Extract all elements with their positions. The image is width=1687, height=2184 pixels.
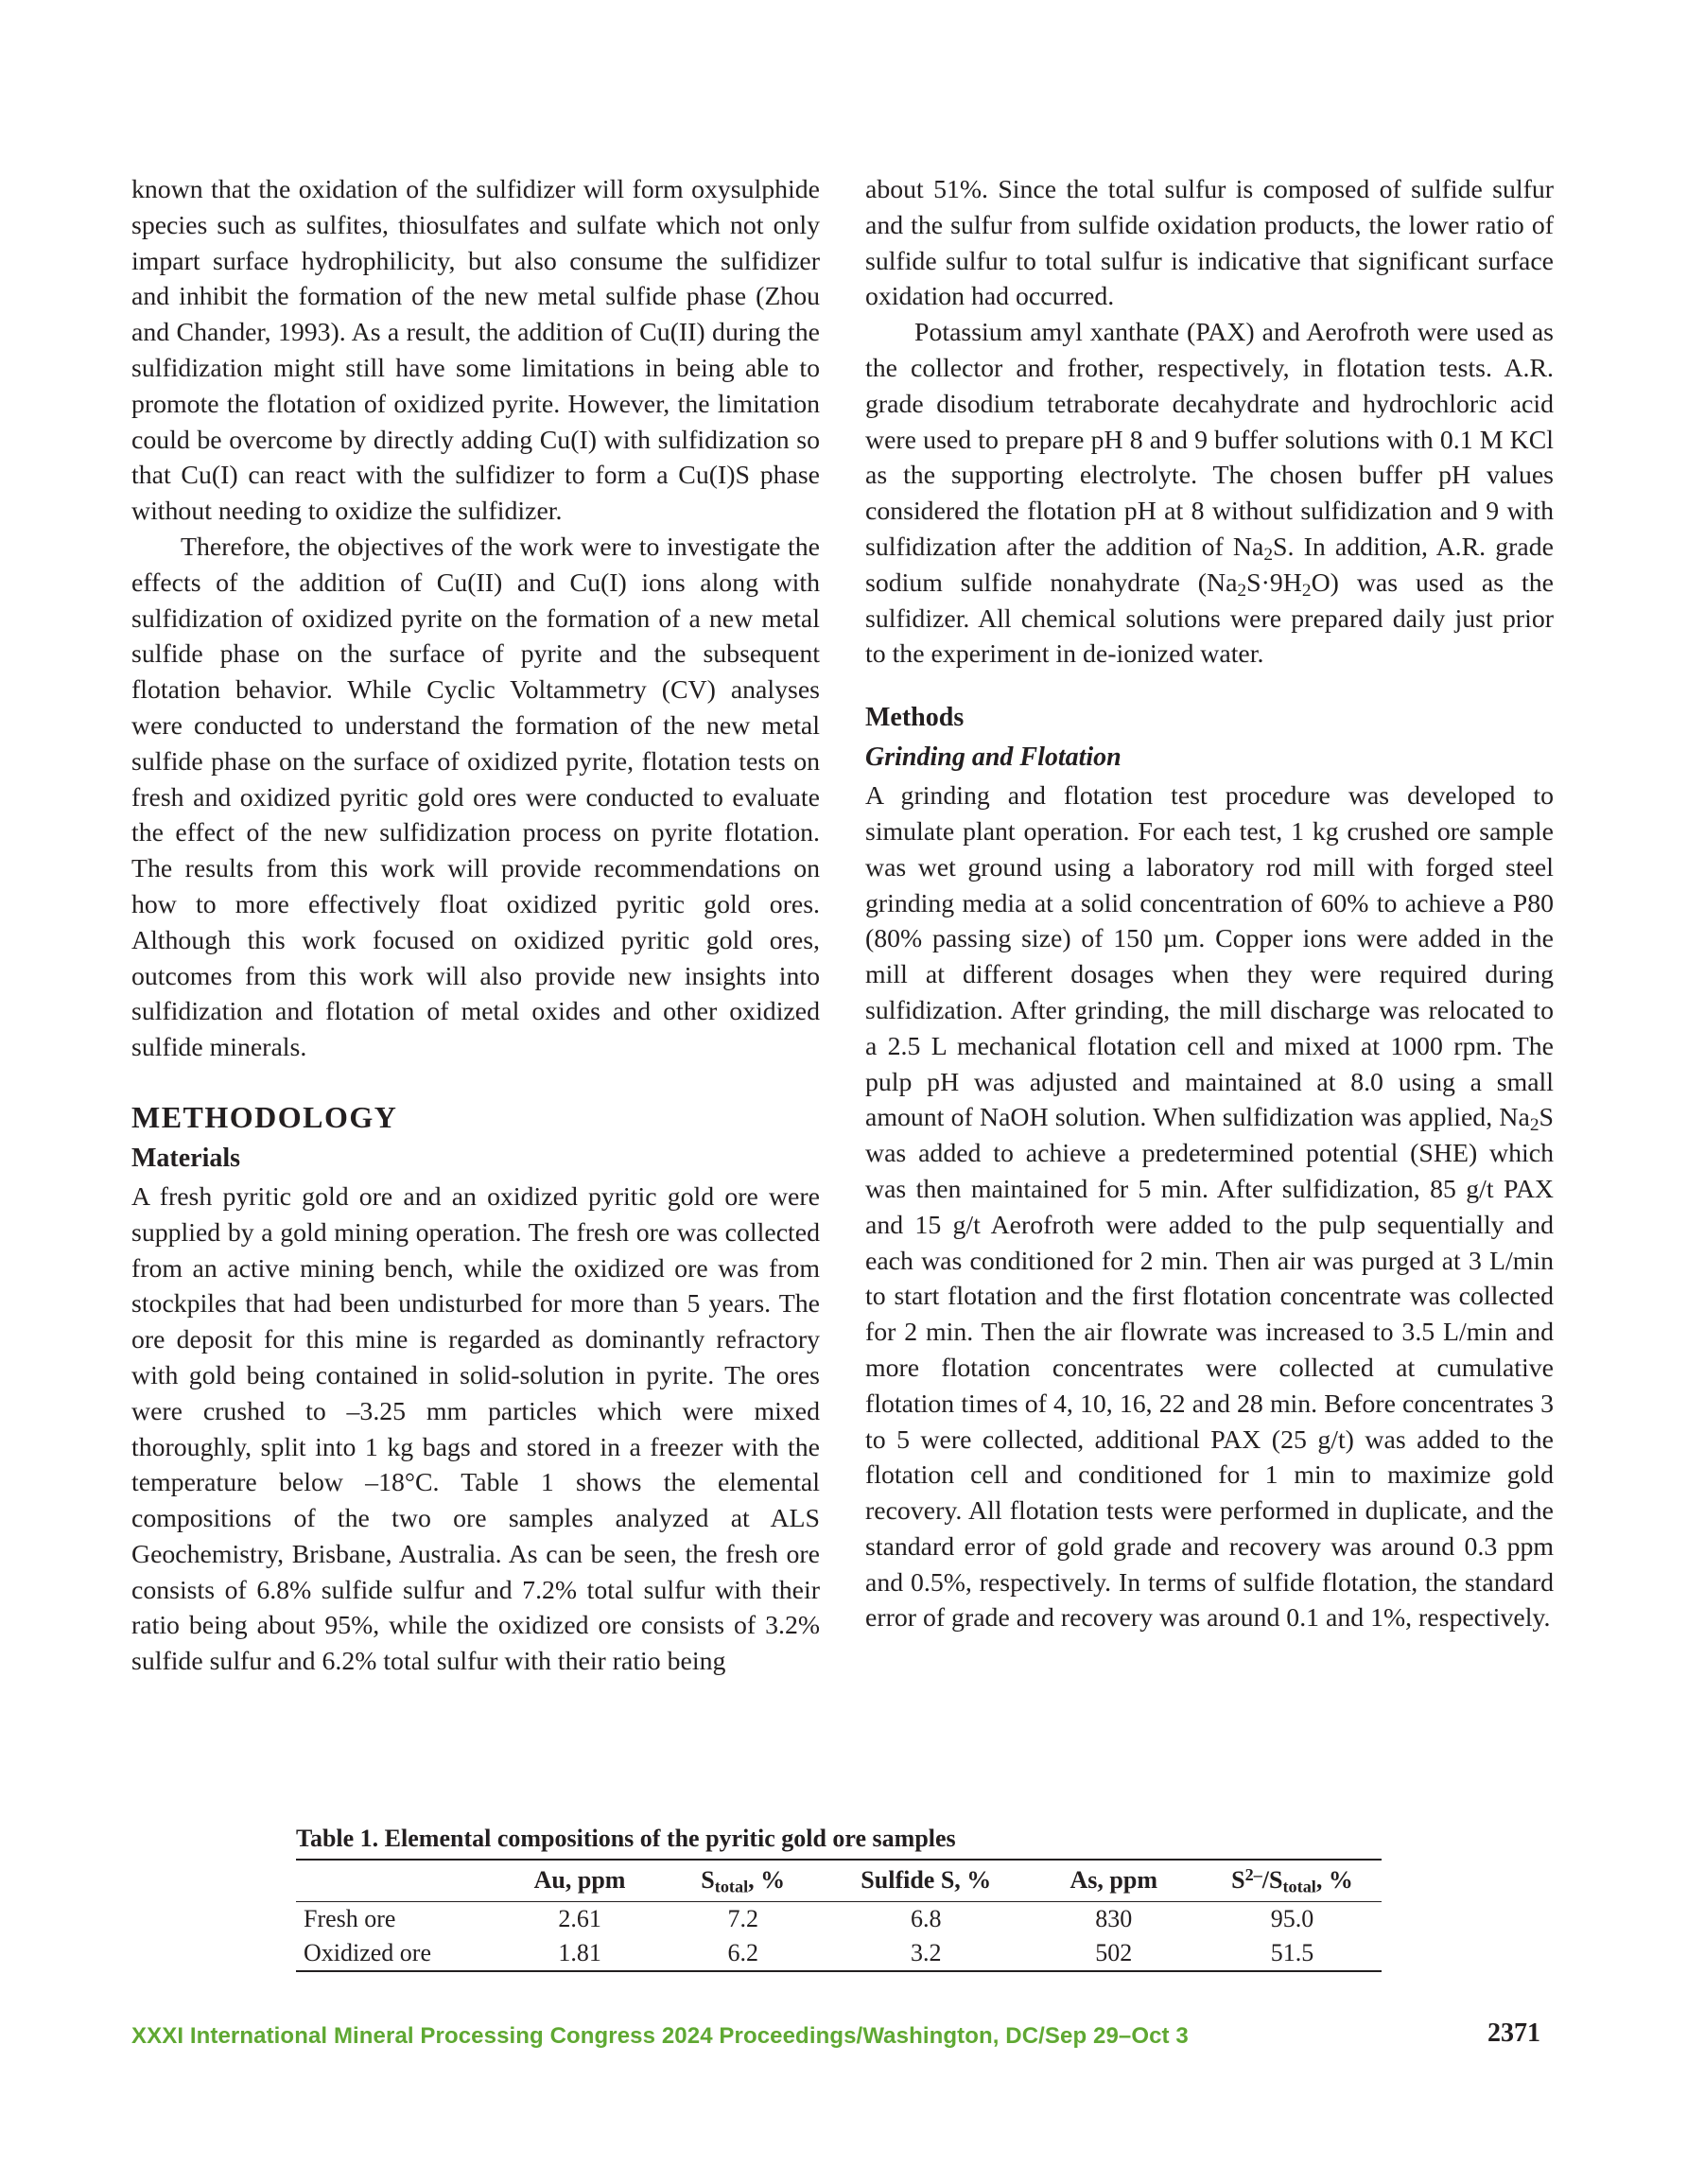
text-run: S·9H xyxy=(1246,568,1302,598)
footer-proceedings: XXXI International Mineral Processing Congress 2024 Proceedings/Washington, DC/Sep 29–Oct 3 xyxy=(131,2023,1189,2049)
text-run: S. In addition, A.R. grade sodium sulfide nonahydrate (Na xyxy=(865,532,1554,598)
subscript: 2 xyxy=(1263,544,1274,565)
table-cell-label: Fresh ore xyxy=(304,1905,396,1932)
table-cell: 2.61 xyxy=(558,1905,601,1932)
subscript: 2 xyxy=(1529,1115,1539,1136)
subscript: 2 xyxy=(1301,580,1312,601)
subsection-heading-methods: Methods xyxy=(865,703,965,733)
table-header-as: As, ppm xyxy=(1025,1860,1203,1902)
superscript: 2– xyxy=(1244,1864,1262,1884)
table-header-stotal xyxy=(658,1860,827,1902)
subsubsection-heading-grinding: Grinding and Flotation xyxy=(865,743,1122,773)
right-column xyxy=(865,172,1554,1636)
header-text: , % xyxy=(748,1866,786,1894)
table-cell: 1.81 xyxy=(501,1936,659,1971)
table-1 xyxy=(296,1823,1382,1972)
table-header-ratio xyxy=(1203,1860,1382,1902)
table-row xyxy=(296,1902,1382,1937)
header-text: /S xyxy=(1261,1866,1283,1894)
subscript: 2 xyxy=(1237,580,1247,601)
table-cell: 830 xyxy=(1095,1905,1133,1932)
table-cell: 3.2 xyxy=(827,1936,1025,1971)
table-cell: 7.2 xyxy=(727,1905,758,1932)
text-run: S was added to achieve a predetermined potential (SHE) which was then maintained for 5 min. After sulfidization, 85 g/t PAX and 15 g/t Aerofroth were added to the pulp sequentially and each was conditioned for 2 min. Then air was purged at 3 L/min to start flotation and the first flotation concentrate was collected for 2 min. Then the air flowrate was increased to 3.5 L/min and more flotation concentrates were collected at cumulative flotation times of 4, 10, 16, 22 and 28 min. Before concentrates 3 to 5 were collected, additional PAX (25 g/t) was added to the flotation cell and conditioned for 1 min to maximize gold recovery. All flotation tests were performed in duplicate, and the standard error of gold grade and recovery was around 0.3 ppm and 0.5%, respectively. In terms of sulfide flotation, the standard error of grade and recovery was around 0.1 and 1%, respectively. xyxy=(865,1103,1554,1634)
table-cell: 51.5 xyxy=(1203,1936,1382,1971)
table-caption: Table 1. Elemental compositions of the pyritic gold ore samples xyxy=(296,1825,956,1852)
body-paragraph: Therefore, the objectives of the work were to investigate the effects of the addition of Cu(II) and Cu(I) ions along with sulfidization of oxidized pyrite on the formation of a new metal sulfide phase on the surface of pyrite and the subsequent flotation behavior. While Cyclic Voltammetry (CV) analyses were conducted to understand the formation of the new metal sulfide phase on the surface of oxidized pyrite, flotation tests on fresh and oxidized pyritic gold ores were conducted to evaluate the effect of the new sulfidization process on pyrite flotation. The results from this work will provide recommendations on how to more effectively float oxidized pyritic gold ores. Although this work focused on oxidized pyritic gold ores, outcomes from this work will also provide new insights into sulfidization and flotation of metal oxides and other oxidized sulfide minerals. xyxy=(131,532,820,1063)
composition-table xyxy=(296,1859,1382,1972)
header-text: S xyxy=(701,1866,715,1894)
table-header-blank xyxy=(296,1860,501,1902)
table-header-row xyxy=(296,1860,1382,1902)
subsection-heading-materials: Materials xyxy=(131,1143,241,1173)
body-paragraph xyxy=(865,778,1554,1636)
subscript: total xyxy=(714,1877,749,1896)
body-paragraph xyxy=(865,315,1554,673)
header-text: , % xyxy=(1315,1866,1353,1894)
table-cell: 6.2 xyxy=(658,1936,827,1971)
table-header-au: Au, ppm xyxy=(501,1860,659,1902)
section-heading-methodology: METHODOLOGY xyxy=(131,1099,398,1134)
body-paragraph: about 51%. Since the total sulfur is composed of sulfide sulfur and the sulfur from sulfide oxidation products, the lower ratio of sulfide sulfur to total sulfur is indicative that significant surface oxidation had occurred. xyxy=(865,175,1554,312)
table-cell-label: Oxidized ore xyxy=(296,1936,501,1971)
table-cell: 6.8 xyxy=(911,1905,942,1932)
table-cell: 502 xyxy=(1025,1936,1203,1971)
body-paragraph: A fresh pyritic gold ore and an oxidized pyritic gold ore were supplied by a gold mining operation. The fresh ore was collected from an active mining bench, while the oxidized ore was from stockpiles that had been undisturbed for more than 5 years. The ore deposit for this mine is regarded as dominantly refractory with gold being contained in solid-solution in pyrite. The ores were crushed to –3.25 mm particles which were mixed thoroughly, split into 1 kg bags and stored in a freezer with the temperature below –18°C. Table 1 shows the elemental compositions of the two ore samples analyzed at ALS Geochemistry, Brisbane, Australia. As can be seen, the fresh ore consists of 6.8% sulfide sulfur and 7.2% total sulfur with their ratio being about 95%, while the oxidized ore consists of 3.2% sulfide sulfur and 6.2% total sulfur with their ratio being xyxy=(131,1181,820,1677)
table-cell: 95.0 xyxy=(1270,1905,1314,1932)
body-paragraph: known that the oxidation of the sulfidizer will form oxysulphide species such as sulfites, thiosulfates and sulfate which not only impart surface hydrophilicity, but also consume the sulfidizer and inhibit the formation of the new metal sulfide phase (Zhou and Chander, 1993). As a result, the addition of Cu(II) during the sulfidization might still have some limitations in being able to promote the flotation of oxidized pyrite. However, the limitation could be overcome by directly adding Cu(I) with sulfidization so that Cu(I) can react with the sulfidizer to form a Cu(I)S phase without needing to oxidize the sulfidizer. xyxy=(131,175,820,527)
subscript: total xyxy=(1282,1877,1316,1896)
text-run: O) was used as the sulfidizer. All chemical solutions were prepared daily just prior to the experiment in de-ionized water. xyxy=(865,568,1554,670)
left-column xyxy=(131,172,820,1680)
page-number: 2371 xyxy=(1487,2018,1540,2048)
header-text: S xyxy=(1231,1866,1245,1894)
text-run: A grinding and flotation test procedure was developed to simulate plant operation. For each test, 1 kg crushed ore sample was wet ground using a laboratory rod mill with forged steel grinding media at a solid concentration of 60% to achieve a P80 (80% passing size) of 150 µm. Copper ions were added in the mill at different dosages when they were required during sulfidization. After grinding, the mill discharge was relocated to a 2.5 L mechanical flotation cell and mixed at 1000 rpm. The pulp pH was adjusted and maintained at 8.0 using a small amount of NaOH solution. When sulfidization was applied, Na xyxy=(865,781,1554,1133)
table-row xyxy=(296,1936,1382,1971)
text-run: Potassium amyl xanthate (PAX) and Aerofroth were used as the collector and frother, respectively, in flotation tests. A.R. grade disodium tetraborate decahydrate and hydrochloric acid were used to prepare pH 8 and 9 buffer solutions with 0.1 M KCl as the supporting electrolyte. The chosen buffer pH values considered the flotation pH at 8 without sulfidization and 9 with sulfidization after the addition of Na xyxy=(865,318,1554,562)
table-header-sulfide: Sulfide S, % xyxy=(827,1860,1025,1902)
